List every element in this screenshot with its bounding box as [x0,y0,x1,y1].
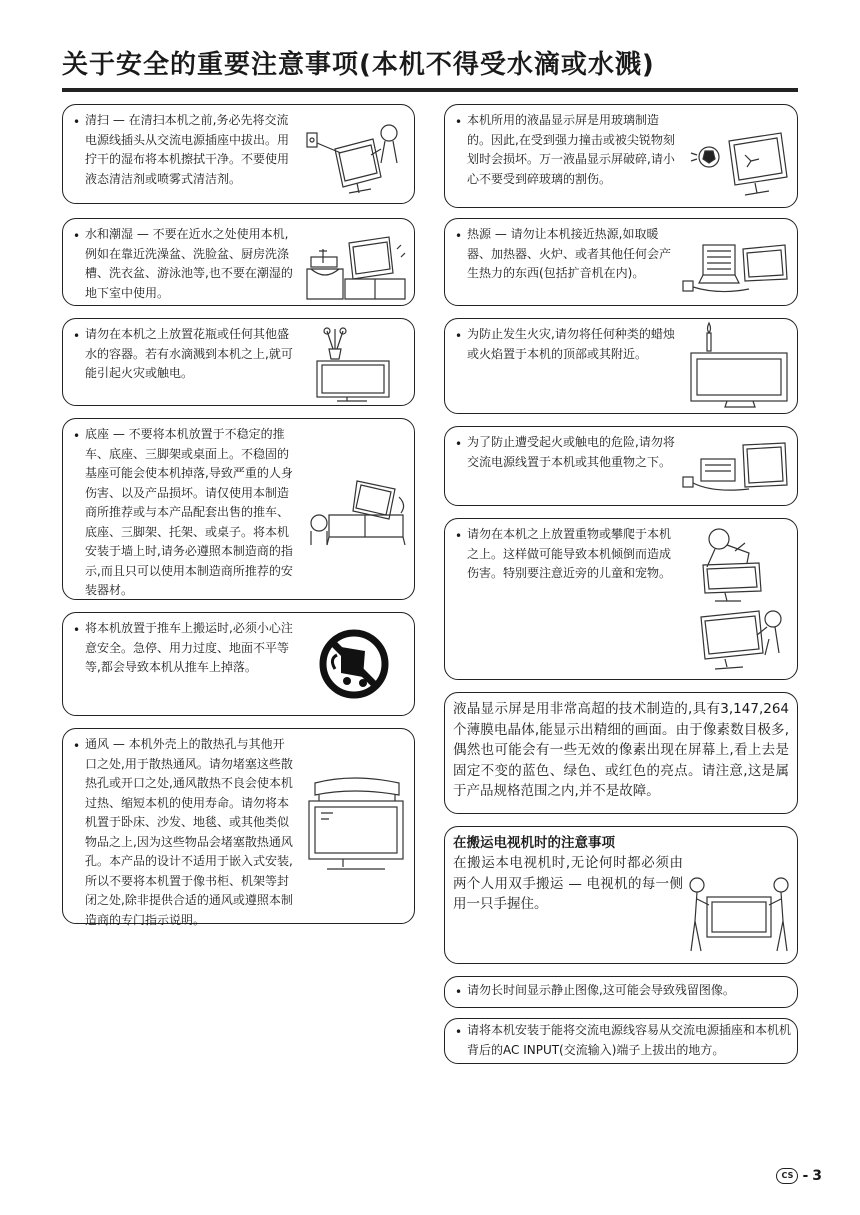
bullet: • [73,329,81,343]
bullet: • [73,739,81,753]
two-people-carry-icon [685,871,793,959]
notice-text: 请将本机安装于能将交流电源线容易从交流电源插座和本机机背后的AC INPUT(交流输入)端子上拔出的地方。 [467,1023,792,1057]
notice-text: 请勿在本机之上放置花瓶或任何其他盛水的容器。若有水滴溅到本机之上,就可能引起火灾或触电。 [85,327,293,380]
notice-cord [444,426,798,506]
bullet: • [455,529,463,543]
heater-icon [679,233,791,301]
notice-text: 通风 — 本机外壳上的散热孔与其他开口之处,用于散热通风。请勿堵塞这些散热孔或开口之处,通风散热不良会使本机过热、缩短本机的使用寿命。请勿将本机置于卧床、沙发、地毯、或其他类似物品之上,因为这些物品会堵塞散热通风孔。本产品的设计不适用于嵌入式安装,所以不要将本机置于像书柜、机架等封闭之处,除非提供合适的通风或遵照本制造商的专门指示说明。 [85,737,293,927]
candle-on-tv-icon [687,321,793,411]
vase-on-tv-icon [307,325,407,403]
notice-text: 本机所用的液晶显示屏是用玻璃制造的。因此,在受到强力撞击或被尖锐物刻划时会损坏。万一液晶显示屏破碎,请小心不要受到碎玻璃的割伤。 [467,113,675,186]
lcd-note-text: 液晶显示屏是用非常高超的技术制造的,具有3,147,264个薄膜电晶体,能显示出精细的画面。由于像素数目极多,偶然也可能会有一些无效的像素出现在屏幕上,看上去是固定不变的蓝色、绿色、或红色的亮点。请注意,这是属于产品规格范围之内,并不是故障。 [453,701,789,799]
unstable-stand-icon [299,475,409,555]
notice-water [62,218,415,306]
notice-ac-input [444,1018,798,1064]
notice-heat [444,218,798,306]
notice-text: 水和潮湿 — 不要在近水之处使用本机,例如在靠近洗澡盆、洗脸盆、厨房洗涤槽、洗衣盆、游泳池等,也不要在潮湿的地下室中使用。 [85,227,293,300]
bullet: • [73,115,81,129]
bullet: • [73,623,81,637]
moving-caution-text: 在搬运本电视机时,无论何时都必须由两个人用双手搬运 — 电视机的每一侧用一只手握住。 [453,855,683,912]
notice-candle [444,318,798,414]
bullet: • [455,329,463,343]
bullet: • [73,429,81,443]
tv-cleaning-icon [301,119,409,197]
notice-cart [62,612,415,716]
lcd-pixel-note [444,692,798,814]
notice-text: 底座 — 不要将本机放置于不稳定的推车、底座、三脚架或桌面上。不稳固的基座可能会使本机掉落,导致严重的人身伤害、以及产品损坏。请仅使用本制造商所推荐或与本产品配套出售的推车、底座、三脚架、托架、或桌子。将本机安装于墙上时,请务必遵照本制造商的指示,而且只可以使用本制造商所推荐的安装器材。 [85,427,293,597]
bullet: • [73,229,81,243]
page-number-value: 3 [812,1168,822,1184]
notice-still-image [444,976,798,1008]
notice-climb [444,518,798,680]
bullet: • [455,229,463,243]
notice-vase [62,318,415,406]
water-sink-icon [301,229,409,301]
notice-cleaning [62,104,415,204]
child-pet-climb-icon [685,523,793,673]
bullet: • [455,437,463,451]
notice-glass [444,104,798,208]
notice-text: 请勿长时间显示静止图像,这可能会导致残留图像。 [467,983,735,997]
notice-ventilation [62,728,415,927]
language-badge: CS [776,1168,798,1184]
notice-text: 将本机放置于推车上搬运时,必须小心注意安全。急停、用力过度、地面不平等等,都会导致本机从推车上掉落。 [85,621,293,674]
page-title: 关于安全的重要注意事项(本机不得受水滴或水溅) [62,50,655,80]
cart-warning-icon [319,629,389,699]
page-separator: - [802,1168,809,1184]
moving-caution-title: 在搬运电视机时的注意事项 [453,835,615,851]
bullet: • [455,985,463,999]
notice-text: 为防止发生火灾,请勿将任何种类的蜡烛或火焰置于本机的顶部或其附近。 [467,327,675,361]
notice-text: 为了防止遭受起火或触电的危险,请勿将交流电源线置于本机或其他重物之下。 [467,435,675,469]
bullet: • [455,1025,463,1039]
notice-text: 热源 — 请勿让本机接近热源,如取暖器、加热器、火炉、或者其他任何会产生热力的东西(包括扩音机在内)。 [467,227,672,280]
bullet: • [455,115,463,129]
notice-text: 清扫 — 在清扫本机之前,务必先将交流电源线插头从交流电源插座中拔出。用拧干的湿布将本机擦拭干净。不要使用液态清洁剂或喷雾式清洁剂。 [85,113,290,186]
page-number [776,1168,822,1184]
notice-stand [62,418,415,600]
ball-hits-tv-icon [689,129,793,201]
title-rule [62,88,798,92]
ventilation-cloth-icon [303,773,411,873]
moving-caution-box [444,826,798,964]
notice-text: 请勿在本机之上放置重物或攀爬于本机之上。这样做可能导致本机倾倒而造成伤害。特别要注意近旁的儿童和宠物。 [467,527,672,580]
cord-under-tv-icon [679,437,791,501]
